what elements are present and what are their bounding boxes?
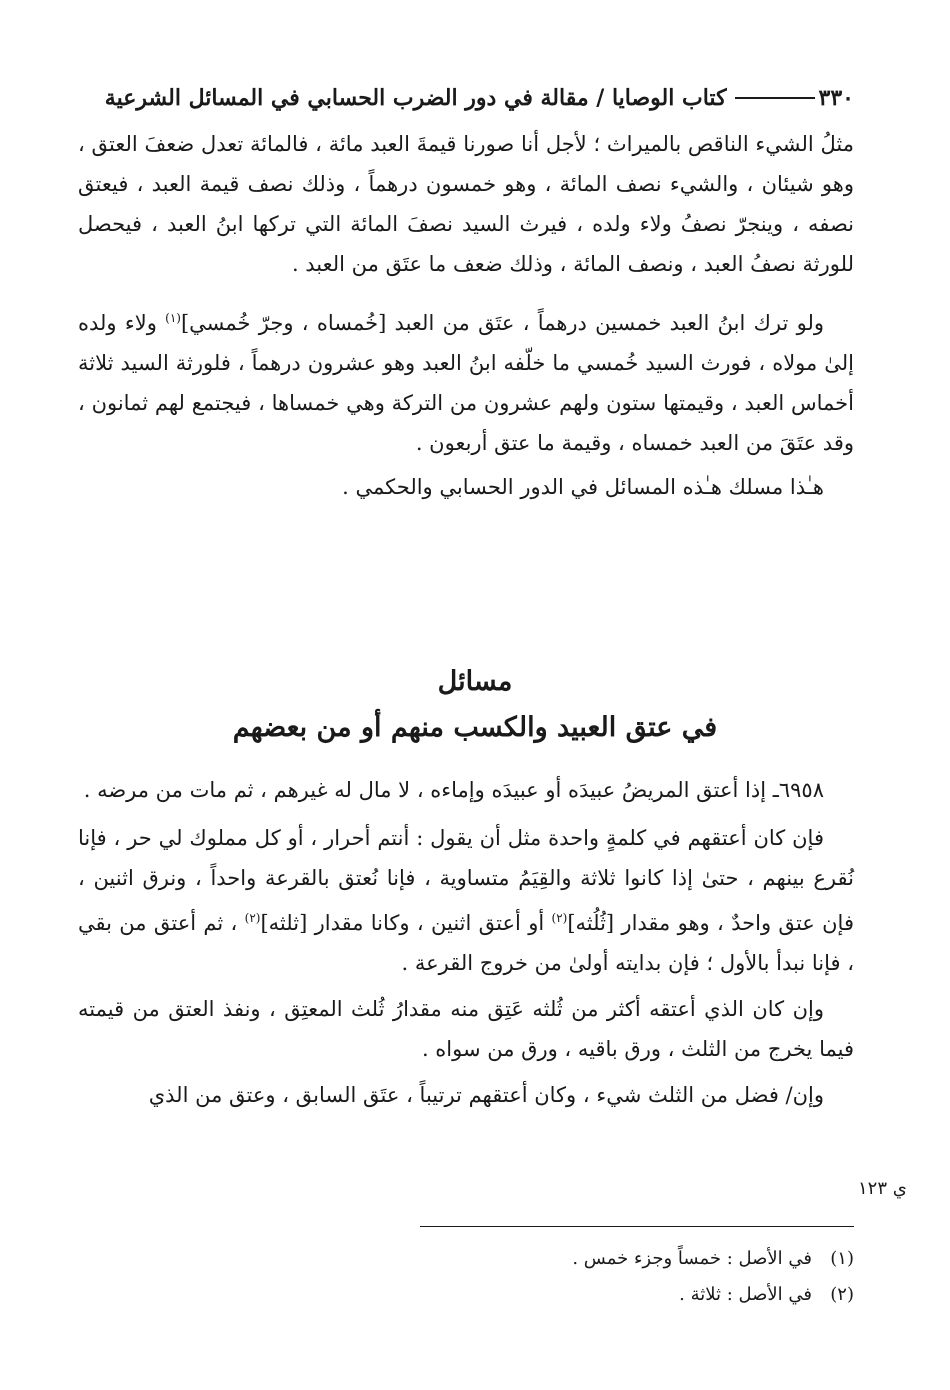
page-number: ٣٣٠	[818, 85, 854, 111]
paragraph: ٦٩٥٨ـ إذا أعتق المريضُ عبيدَه أو عبيدَه وإماءه ، لا مال له غيرهم ، ثم مات من مرضه .	[83, 778, 824, 802]
paragraph: ولو ترك ابنُ العبد خمسين درهماً ، عتَق من العبد [خُمساه ، وجرّ خُمسي]$^{(١)}$ ولاء ولده إلىٰ مولاه ، فورث السيد خُمسي ما خلّفه ابنُ العبد وهو عشرون درهماً ، فلورثة السيد ثلاثة أخماس العبد ، وقيمتها ستون ولهم عشرون من التركة وهي خمساها ، فيجتمع لهم ثمانون ، وقد عتَقَ من العبد خمساه ، وقيمة ما عتق أربعون .	[78, 311, 854, 455]
paragraph: هـٰذا مسلك هـٰذه المسائل في الدور الحسابي والحكمي .	[342, 475, 824, 499]
text-block-top	[78, 124, 854, 507]
margin-page-ref: ي ١٢٣	[858, 1178, 907, 1199]
section-subtitle: في عتق العبيد والكسب منهم أو من بعضهم	[232, 712, 718, 743]
footnote-number: (٢)	[830, 1284, 854, 1305]
text-block-bottom	[78, 770, 854, 1115]
section-title: مسائل	[437, 666, 513, 697]
header-rule	[735, 97, 815, 99]
footnote-ref: (٢)	[551, 911, 568, 925]
footnote-text: في الأصل : خمساً وجزء خمس .	[572, 1248, 812, 1269]
footnote	[78, 1244, 854, 1274]
footnote	[78, 1280, 854, 1310]
header-title: كتاب الوصايا / مقالة في دور الضرب الحسابي في المسائل الشرعية	[104, 85, 727, 111]
paragraph: وإن/ فضل من الثلث شيء ، وكان أعتقهم ترتيباً ، عتَق السابق ، وعتق من الذي	[148, 1083, 824, 1107]
paragraph: فإن كان أعتقهم في كلمةٍ واحدة مثل أن يقول : أنتم أحرار ، أو كل مملوك لي حر ، فإنا نُقرع بينهم ، حتىٰ إذا كانوا ثلاثة والقِيَمُ متساوية ، فإنا نُعتق بالقرعة واحداً ، ونرق اثنين ، فإن عتق واحدٌ ، وهو مقدار [ثُلُثه]$^{(٢)}$ أو أعتق اثنين ، وكانا مقدار [ثلثه]$^{(٢)}$ ، ثم أعتق من بقي ، فإنا نبدأ بالأول ؛ فإن بدايته أولىٰ من خروج القرعة .	[78, 826, 854, 975]
paragraph: وإن كان الذي أعتقه أكثر من ثُلثه عَتِق منه مقدارُ ثُلث المعتِق ، ونفذ العتق من قيمته فيما يخرج من الثلث ، ورق باقيه ، ورق من سواه .	[78, 997, 854, 1061]
footnote-rule	[420, 1226, 854, 1227]
footnote-text: في الأصل : ثلاثة .	[679, 1284, 812, 1305]
running-header	[78, 76, 854, 120]
footnote-number: (١)	[830, 1248, 854, 1269]
footnote-ref: (١)	[165, 311, 181, 325]
footnote-ref: (٢)	[244, 911, 261, 925]
paragraph: مثلُ الشيء الناقص بالميراث ؛ لأجل أنا صورنا قيمةَ العبد مائة ، فالمائة تعدل ضعفَ العتق ، وهو شيئان ، والشيء نصف المائة ، وهو خمسون درهماً ، وذلك نصف قيمة العبد ، فيعتق نصفه ، وينجرّ نصفُ ولاء ولده ، فيرث السيد نصفَ المائة التي تركها ابنُ العبد ، فيحصل للورثة نصفُ العبد ، ونصف المائة ، وذلك ضعف ما عتَق من العبد .	[78, 132, 854, 276]
